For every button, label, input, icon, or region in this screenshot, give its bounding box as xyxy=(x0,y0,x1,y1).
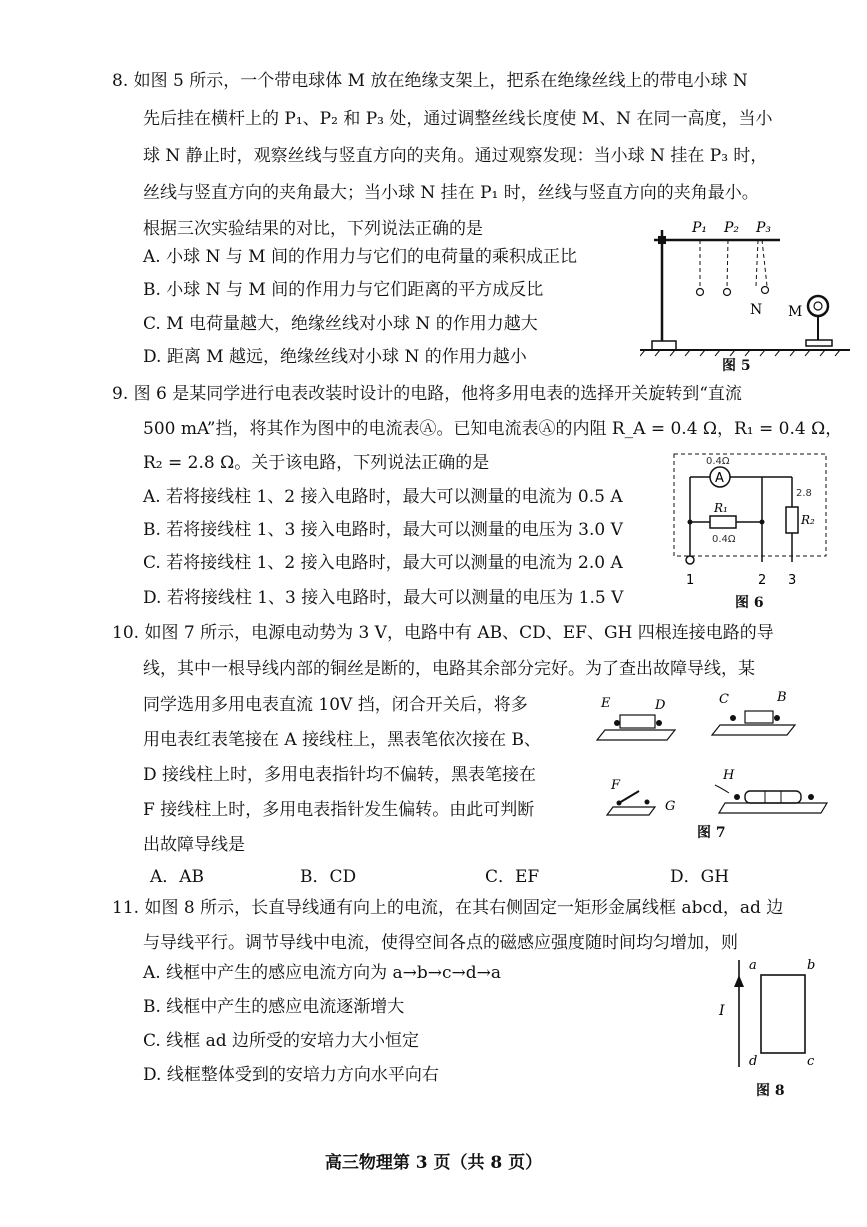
q10-choice-a: A．AB xyxy=(150,867,205,887)
fig6-r2-label: R₂ xyxy=(801,513,815,527)
q9-line-3: R₂ = 2.8 Ω。关于该电路，下列说法正确的是 xyxy=(143,453,490,473)
fig5-label-p1: P₁ xyxy=(692,220,708,236)
fig7-label-f: F xyxy=(611,778,621,793)
q10-line-2: 线，其中一根导线内部的铜丝是断的，电路其余部分完好。为了查出故障导线，某 xyxy=(143,659,755,679)
fig8-label-c: c xyxy=(807,1054,815,1069)
figure-7-caption: 图 7 xyxy=(697,825,726,841)
fig6-r2-note: 2.8 xyxy=(796,488,812,499)
figure-8 xyxy=(715,955,825,1073)
fig5-label-n: N xyxy=(750,302,763,318)
fig8-label-i: I xyxy=(719,1003,725,1019)
figure-8-caption: 图 8 xyxy=(756,1083,785,1099)
fig6-ammeter-label: A xyxy=(715,471,724,486)
fig6-terminal-3: 3 xyxy=(788,573,797,588)
fig6-r1-label: R₁ xyxy=(714,501,728,515)
fig7-label-g: G xyxy=(665,799,676,814)
q10-choice-b: B．CD xyxy=(300,867,357,887)
q11-option-b: B. 线框中产生的感应电流逐渐增大 xyxy=(143,997,405,1017)
fig6-terminal-1: 1 xyxy=(686,573,695,588)
q8-option-c: C. M 电荷量越大，绝缘丝线对小球 N 的作用力越大 xyxy=(143,314,538,334)
q11-option-a: A. 线框中产生的感应电流方向为 a→b→c→d→a xyxy=(143,963,502,983)
fig5-label-m: M xyxy=(788,304,803,320)
q11-option-c: C. 线框 ad 边所受的安培力大小恒定 xyxy=(143,1031,420,1051)
q8-option-a: A. 小球 N 与 M 间的作用力与它们的电荷量的乘积成正比 xyxy=(143,247,577,267)
fig8-label-b: b xyxy=(807,958,816,973)
figure-7 xyxy=(595,685,835,825)
q8-line-1: 8. 如图 5 所示，一个带电球体 M 放在绝缘支架上，把系在绝缘丝线上的带电小球 N xyxy=(112,71,748,91)
q11-option-d: D. 线框整体受到的安培力方向水平向右 xyxy=(143,1065,439,1085)
q10-choice-c: C．EF xyxy=(485,867,540,887)
fig7-label-h: H xyxy=(723,768,735,783)
fig5-label-p3: P₃ xyxy=(756,220,772,236)
q8-line-2: 先后挂在横杆上的 P₁、P₂ 和 P₃ 处，通过调整丝线长度使 M、N 在同一高度，当小 xyxy=(143,109,773,129)
fig5-label-p2: P₂ xyxy=(724,220,740,236)
page-footer: 高三物理第 3 页（共 8 页） xyxy=(324,1153,543,1173)
fig7-label-b: B xyxy=(777,690,787,705)
q9-option-c: C. 若将接线柱 1、2 接入电路时，最大可以测量的电流为 2.0 A xyxy=(143,553,623,573)
figure-6-circuit xyxy=(672,452,832,592)
figure-8-drawing xyxy=(715,955,825,1073)
fig7-label-e: E xyxy=(601,696,611,711)
fig8-label-a: a xyxy=(749,958,757,973)
q8-option-d: D. 距离 M 越远，绝缘丝线对小球 N 的作用力越小 xyxy=(143,347,527,367)
fig6-r1-note: 0.4Ω xyxy=(712,534,736,545)
q10-line-6: F 接线柱上时，多用电表指针发生偏转。由此可判断 xyxy=(143,800,535,820)
fig7-label-c: C xyxy=(719,692,729,707)
fig7-label-d: D xyxy=(655,698,666,713)
q10-line-3: 同学选用多用电表直流 10V 挡，闭合开关后，将多 xyxy=(143,695,528,715)
q9-option-b: B. 若将接线柱 1、3 接入电路时，最大可以测量的电压为 3.0 V xyxy=(143,520,623,540)
q10-line-7: 出故障导线是 xyxy=(143,835,245,855)
q9-option-a: A. 若将接线柱 1、2 接入电路时，最大可以测量的电流为 0.5 A xyxy=(143,487,623,507)
q8-option-b: B. 小球 N 与 M 间的作用力与它们距离的平方成反比 xyxy=(143,280,544,300)
q10-line-5: D 接线柱上时，多用电表指针均不偏转，黑表笔接在 xyxy=(143,765,537,785)
figure-5-drawing xyxy=(640,210,850,375)
fig6-top-note: 0.4Ω xyxy=(706,456,730,467)
fig6-terminal-2: 2 xyxy=(758,573,767,588)
figure-6-caption: 图 6 xyxy=(735,595,764,611)
q8-line-3: 球 N 静止时，观察丝线与竖直方向的夹角。通过观察发现：当小球 N 挂在 P₃ 时， xyxy=(143,146,768,166)
q8-line-5: 根据三次实验结果的对比，下列说法正确的是 xyxy=(143,219,483,239)
q8-line-4: 丝线与竖直方向的夹角最大；当小球 N 挂在 P₁ 时，丝线与竖直方向的夹角最小。 xyxy=(143,183,759,203)
q10-line-4: 用电表红表笔接在 A 接线柱上，黑表笔依次接在 B、 xyxy=(143,730,541,750)
fig8-label-d: d xyxy=(749,1054,758,1069)
figure-5 xyxy=(640,210,850,375)
figure-5-caption: 图 5 xyxy=(722,358,751,374)
q10-line-1: 10. 如图 7 所示，电源电动势为 3 V，电路中有 AB、CD、EF、GH 四根连接电路的导 xyxy=(112,623,774,643)
figure-6 xyxy=(672,452,832,592)
q9-line-1: 9. 图 6 是某同学进行电表改装时设计的电路，他将多用电表的选择开关旋转到“直流 xyxy=(112,384,742,404)
q11-line-2: 与导线平行。调节导线中电流，使得空间各点的磁感应强度随时间均匀增加，则 xyxy=(143,933,738,953)
q9-option-d: D. 若将接线柱 1、3 接入电路时，最大可以测量的电压为 1.5 V xyxy=(143,588,624,608)
q9-line-2: 500 mA”挡，将其作为图中的电流表Ⓐ。已知电流表Ⓐ的内阻 R_A = 0.4 Ω，R₁ = 0.4 Ω， xyxy=(143,419,843,439)
figure-7-drawing xyxy=(595,685,835,825)
q10-choice-d: D．GH xyxy=(670,867,730,887)
q11-line-1: 11. 如图 8 所示，长直导线通有向上的电流，在其右侧固定一矩形金属线框 abcd，ad 边 xyxy=(112,898,784,918)
